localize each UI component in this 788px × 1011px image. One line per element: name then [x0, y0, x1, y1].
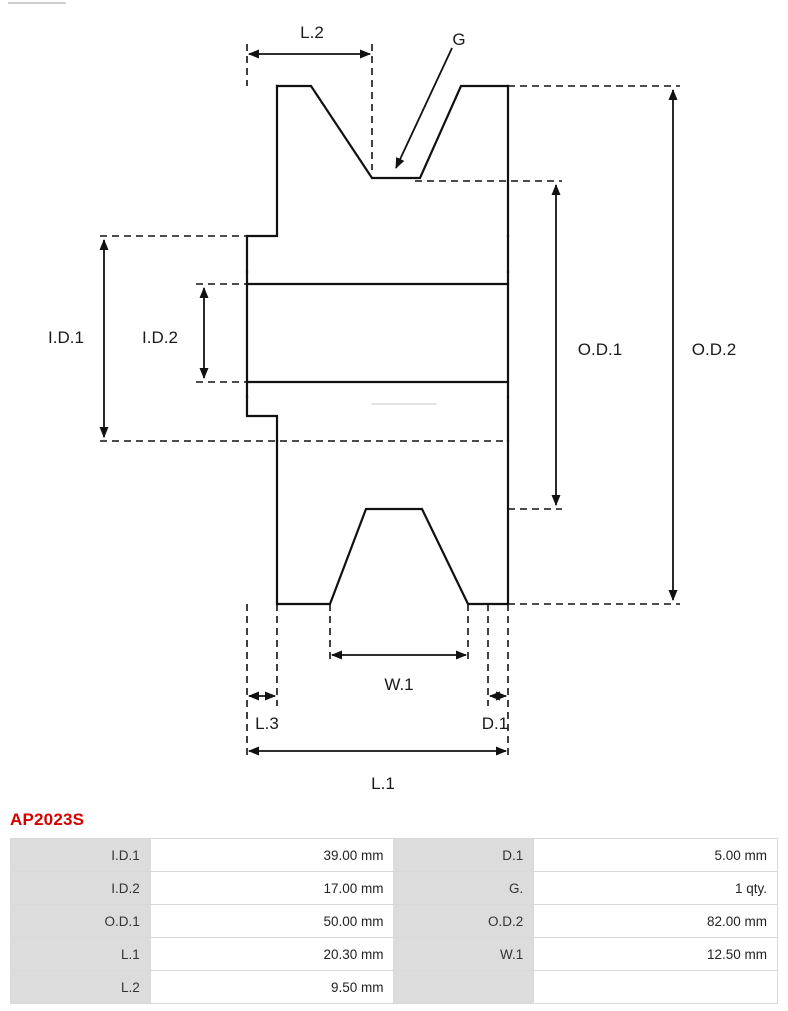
- spec-key: I.D.2: [11, 872, 151, 905]
- spec-value: 82.00 mm: [534, 905, 778, 938]
- spec-key: I.D.1: [11, 839, 151, 872]
- label-g: G: [452, 30, 466, 49]
- label-l1: L.1: [371, 774, 395, 793]
- part-number: AP2023S: [10, 810, 85, 829]
- label-od1: O.D.1: [577, 340, 623, 359]
- spec-key-empty: [394, 971, 534, 1004]
- leader-arrow-g: [396, 48, 452, 168]
- label-w1: W.1: [384, 675, 414, 694]
- lower-flange-profile: [277, 441, 508, 604]
- v-groove-profile: [277, 86, 508, 178]
- left-upper-step: [247, 86, 277, 272]
- spec-key: D.1: [394, 839, 534, 872]
- table-row: [11, 938, 778, 971]
- label-id1: I.D.1: [48, 328, 84, 347]
- spec-key: G.: [394, 872, 534, 905]
- label-od2: O.D.2: [691, 340, 737, 359]
- table-row: [11, 971, 778, 1004]
- spec-value: 17.00 mm: [150, 872, 394, 905]
- spec-value: 39.00 mm: [150, 839, 394, 872]
- table-row: [11, 839, 778, 872]
- label-l3: L.3: [255, 714, 279, 733]
- spec-value: 9.50 mm: [150, 971, 394, 1004]
- spec-key: L.1: [11, 938, 151, 971]
- specification-table: [10, 838, 778, 1004]
- spec-key: W.1: [394, 938, 534, 971]
- spec-value: 5.00 mm: [534, 839, 778, 872]
- label-id2: I.D.2: [142, 328, 178, 347]
- spec-value: 50.00 mm: [150, 905, 394, 938]
- table-row: [11, 905, 778, 938]
- label-d1: D.1: [481, 714, 509, 733]
- spec-value: 1 qty.: [534, 872, 778, 905]
- left-lower-step: [247, 397, 277, 441]
- spec-value: 12.50 mm: [534, 938, 778, 971]
- spec-key: O.D.1: [11, 905, 151, 938]
- spec-value-empty: [534, 971, 778, 1004]
- spec-key: L.2: [11, 971, 151, 1004]
- spec-value: 20.30 mm: [150, 938, 394, 971]
- spec-key: O.D.2: [394, 905, 534, 938]
- label-l2: L.2: [300, 23, 324, 42]
- table-row: [11, 872, 778, 905]
